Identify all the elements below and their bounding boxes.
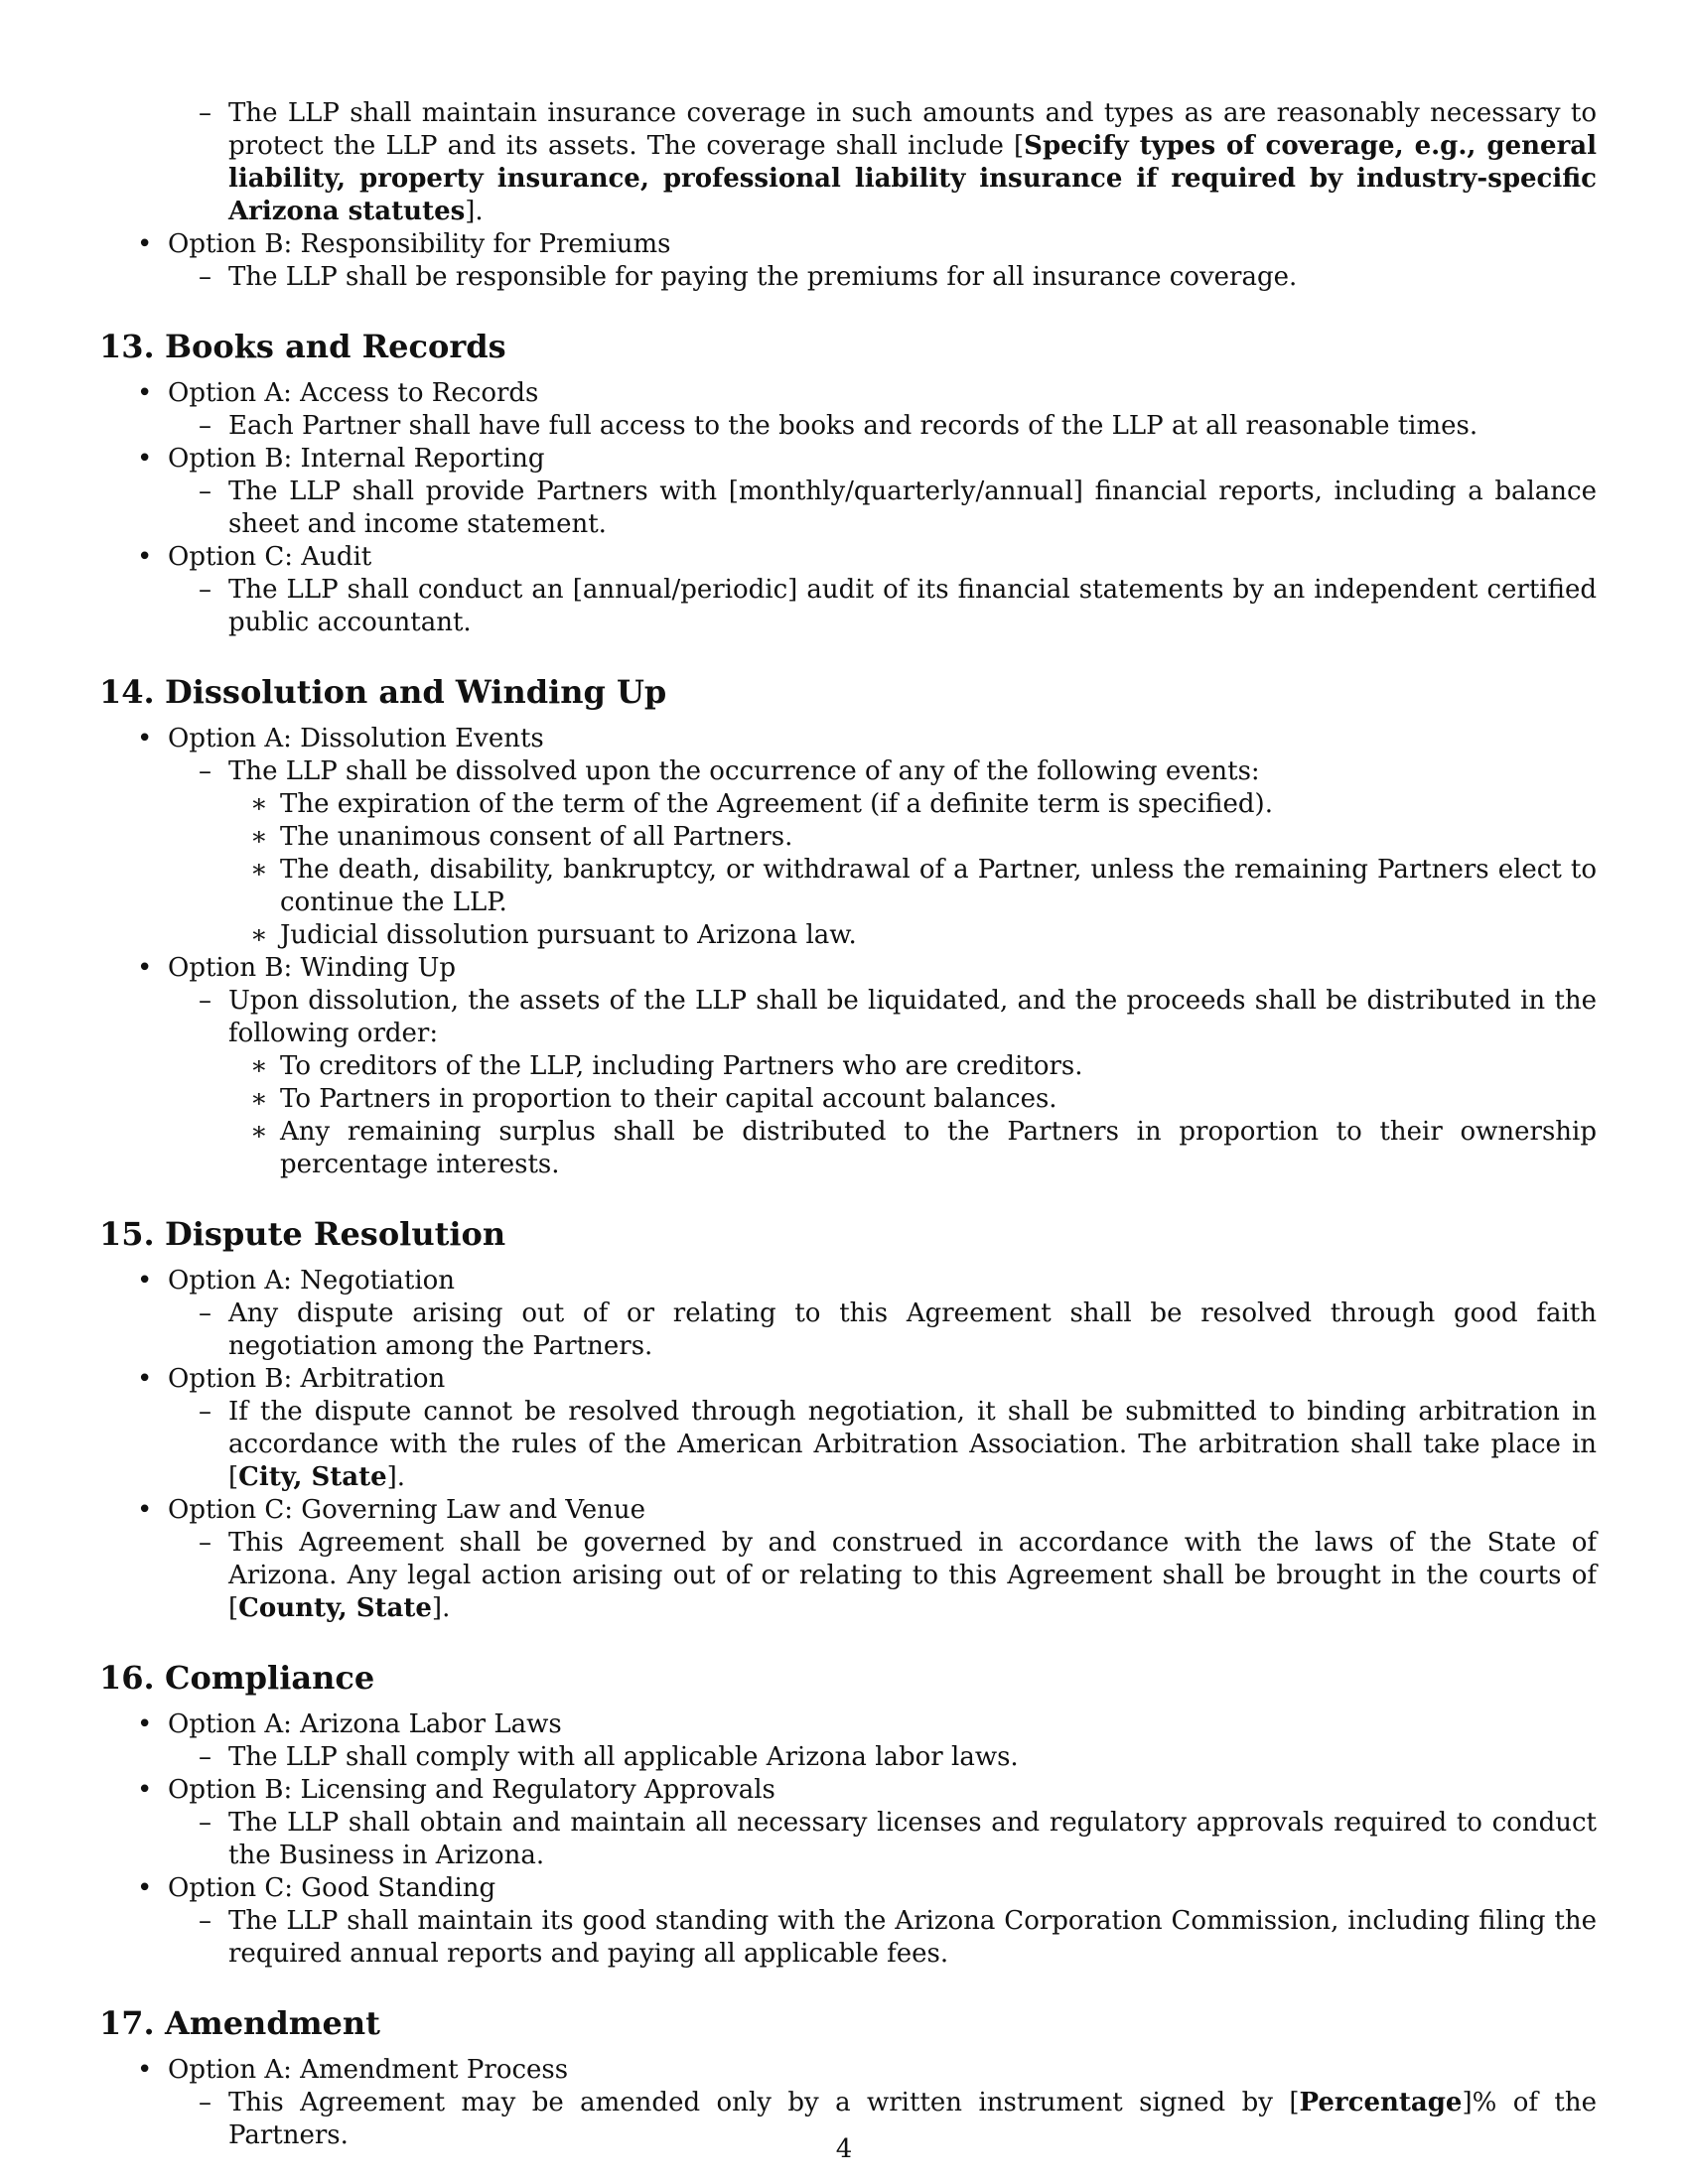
section-16-heading: 16. Compliance [99,1659,375,1697]
s14-order-item: ∗ To creditors of the LLP, including Partners who are creditors. [99,1050,1597,1083]
placeholder-coverage-types: Specify types of coverage, e.g., general liability, property insurance, professional liability insurance if required by industry-specific Arizona statutes [228,131,1597,226]
placeholder-county-state: County, State [238,1593,432,1623]
s17-option-a-text: – This Agreement may be amended only by a written instrument signed by [Percentage]% of the Partners. [99,2087,1597,2152]
s13-option-a-text: – Each Partner shall have full access to the books and records of the LLP at all reasonable times. [99,410,1597,443]
s14-option-b: • Option B: Winding Up [99,952,1597,985]
s13-option-a: • Option A: Access to Records [99,377,1597,410]
s14-event-item: ∗ The death, disability, bankruptcy, or withdrawal of a Partner, unless the remaining Partners elect to continue the LLP. [99,854,1597,919]
premiums-text: – The LLP shall be responsible for paying the premiums for all insurance coverage. [99,261,1597,294]
section-17-heading: 17. Amendment [99,2004,380,2042]
s15-option-a: • Option A: Negotiation [99,1265,1597,1297]
s15-option-c-text: – This Agreement shall be governed by and construed in accordance with the laws of the State of Arizona. Any legal action arising out of or relating to this Agreement shall be brought in the courts of [County, State]. [99,1527,1597,1625]
s14-option-a-text: – The LLP shall be dissolved upon the occurrence of any of the following events: [99,755,1597,788]
page-content [99,97,1597,2152]
page-number: 4 [835,2134,853,2164]
s14-option-a: • Option A: Dissolution Events [99,723,1597,755]
s14-order-item: ∗ Any remaining surplus shall be distributed to the Partners in proportion to their ownership percentage interests. [99,1116,1597,1181]
s16-option-a-text: – The LLP shall comply with all applicable Arizona labor laws. [99,1741,1597,1774]
s13-option-b-text: – The LLP shall provide Partners with [monthly/quarterly/annual] financial reports, including a balance sheet and income statement. [99,476,1597,541]
placeholder-percentage: Percentage [1299,2088,1463,2117]
s15-option-b-text: – If the dispute cannot be resolved through negotiation, it shall be submitted to binding arbitration in accordance with the rules of the American Arbitration Association. The arbitration shall take place in [City, State]. [99,1396,1597,1494]
option-b-premiums: • Option B: Responsibility for Premiums [99,228,1597,261]
s13-option-c: • Option C: Audit [99,541,1597,574]
s15-option-c: • Option C: Governing Law and Venue [99,1494,1597,1527]
insurance-coverage-text: – The LLP shall maintain insurance coverage in such amounts and types as are reasonably necessary to protect the LLP and its assets. The coverage shall include [Specify types of coverage, e.g., general liability, property insurance, professional liability insurance if required by industry-specific Arizona statutes]. [99,97,1597,228]
s14-event-item: ∗ The expiration of the term of the Agreement (if a definite term is specified). [99,788,1597,821]
section-15-heading: 15. Dispute Resolution [99,1215,506,1253]
s16-option-c-text: – The LLP shall maintain its good standing with the Arizona Corporation Commission, including filing the required annual reports and paying all applicable fees. [99,1905,1597,1971]
s13-option-b: • Option B: Internal Reporting [99,443,1597,476]
s15-option-b: • Option B: Arbitration [99,1363,1597,1396]
placeholder-city-state: City, State [238,1462,387,1492]
s16-option-b-text: – The LLP shall obtain and maintain all necessary licenses and regulatory approvals required to conduct the Business in Arizona. [99,1807,1597,1872]
s14-event-item: ∗ The unanimous consent of all Partners. [99,821,1597,854]
s14-option-b-text: – Upon dissolution, the assets of the LLP shall be liquidated, and the proceeds shall be distributed in the following order: [99,985,1597,1050]
s16-option-a: • Option A: Arizona Labor Laws [99,1708,1597,1741]
s17-option-a: • Option A: Amendment Process [99,2054,1597,2087]
section-13-heading: 13. Books and Records [99,328,506,365]
s14-order-item: ∗ To Partners in proportion to their capital account balances. [99,1083,1597,1116]
s15-option-a-text: – Any dispute arising out of or relating to this Agreement shall be resolved through good faith negotiation among the Partners. [99,1297,1597,1363]
s14-event-item: ∗ Judicial dissolution pursuant to Arizona law. [99,919,1597,952]
s16-option-b: • Option B: Licensing and Regulatory Approvals [99,1774,1597,1807]
s16-option-c: • Option C: Good Standing [99,1872,1597,1905]
section-14-heading: 14. Dissolution and Winding Up [99,673,667,711]
s13-option-c-text: – The LLP shall conduct an [annual/periodic] audit of its financial statements by an independent certified public accountant. [99,574,1597,639]
